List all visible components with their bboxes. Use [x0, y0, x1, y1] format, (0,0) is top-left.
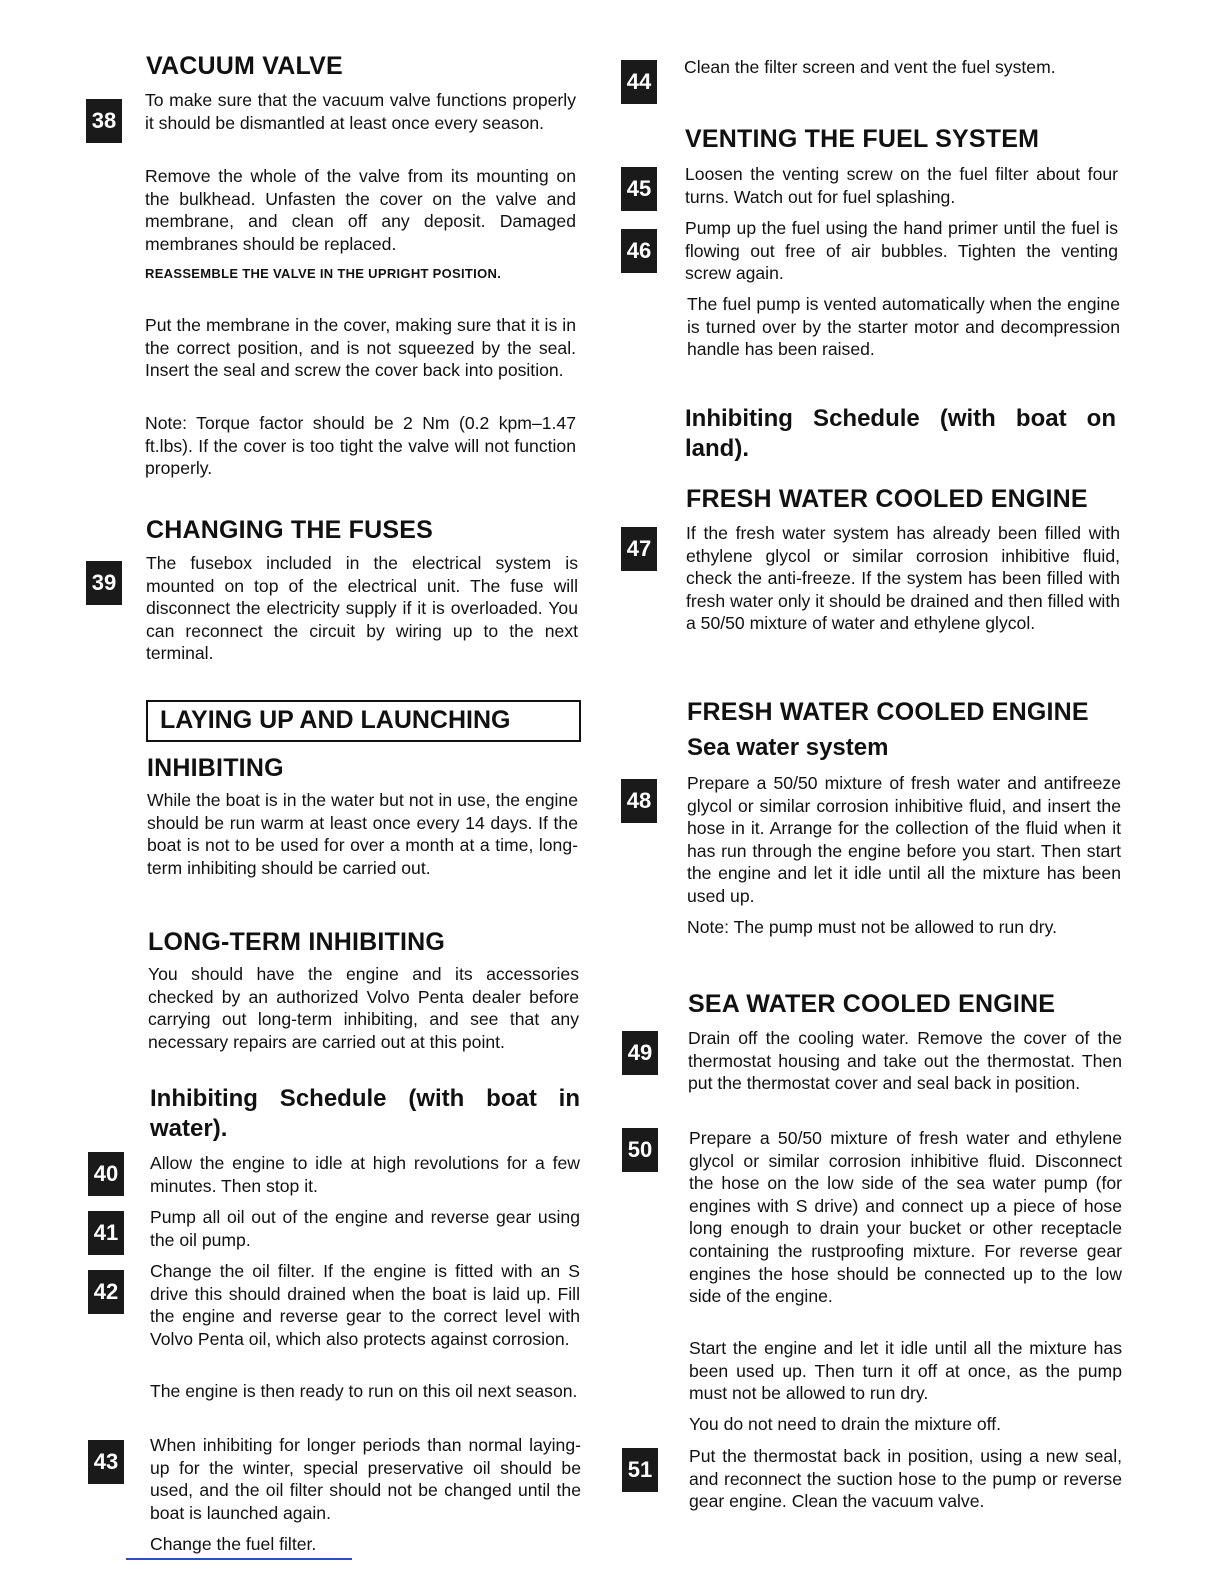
fresh-water-cooled-heading-1: FRESH WATER COOLED ENGINE — [686, 485, 1088, 513]
step-49-text: Drain off the cooling water. Remove the cover of the thermostat housing and take out the thermostat. Then put the thermostat cover and seal back in position. — [688, 1028, 1122, 1094]
step-badge-44: 44 — [621, 60, 657, 104]
sea-water-system-subheading: Sea water system — [687, 734, 889, 761]
no-drain-para: You do not need to drain the mixture off. — [689, 1414, 1002, 1434]
step-badge-42: 42 — [88, 1270, 124, 1314]
long-term-inhibiting-heading: LONG-TERM INHIBITING — [148, 928, 446, 956]
step-badge-40: 40 — [88, 1152, 124, 1196]
vacuum-valve-para-1: To make sure that the vacuum valve functions properly it should be dismantled at least once every season. — [145, 90, 576, 133]
step-44-text: Clean the filter screen and vent the fuel system. — [684, 57, 1056, 77]
footer-rule — [126, 1558, 352, 1560]
step-48-text: Prepare a 50/50 mixture of fresh water and antifreeze glycol or similar corrosion inhibitive fluid, and insert the hose in it. Arrange for the collection of the fluid when it has run through the engine before you start. Then start the engine and let it idle until all the mixture has been used up. — [687, 773, 1121, 906]
step-badge-38: 38 — [86, 99, 122, 143]
schedule-on-land-heading: Inhibiting Schedule (with boat on land). — [685, 405, 1116, 462]
step-badge-51: 51 — [622, 1448, 658, 1492]
step-50-text: Prepare a 50/50 mixture of fresh water and ethylene glycol or similar corrosion inhibitive fluid. Disconnect the hose on the low side of the sea water pump (for engines with S drive) and connect up a piece of hose long enough to drain your bucket or other receptacle containing the rustproofing mixture. For reverse gear engines the hose should be connected up to the low side of the engine. — [689, 1128, 1122, 1307]
step-42-text: Change the oil filter. If the engine is fitted with an S drive this should drained when the boat is laid up. Fill the engine and reverse gear to the correct level with Volvo Penta oil, which also protects against corrosion. — [150, 1261, 580, 1349]
changing-fuses-heading: CHANGING THE FUSES — [146, 516, 433, 544]
laying-up-section-title: LAYING UP AND LAUNCHING — [160, 706, 511, 734]
step-badge-48: 48 — [621, 779, 657, 823]
inhibiting-heading: INHIBITING — [147, 754, 284, 782]
inhibiting-para: While the boat is in the water but not in use, the engine should be run warm at least once every 14 days. If the boat is not to be used for over a month at a time, long-term inhibiting should be carried out. — [147, 790, 578, 878]
step-badge-47: 47 — [621, 527, 657, 571]
step-43-text: When inhibiting for longer periods than normal laying-up for the winter, special preservative oil should be used, and the oil filter should not be changed until the boat is launched again. — [150, 1435, 581, 1523]
step-badge-43: 43 — [88, 1440, 124, 1484]
step-47-text: If the fresh water system has already been filled with ethylene glycol or similar corrosion inhibitive fluid, check the anti-freeze. If the system has been filled with fresh water only it should be drained and then filled with a 50/50 mixture of water and ethylene glycol. — [686, 523, 1120, 634]
step-badge-49: 49 — [622, 1031, 658, 1075]
pump-dry-note: Note: The pump must not be allowed to run dry. — [687, 917, 1057, 937]
step-badge-46: 46 — [621, 229, 657, 273]
vacuum-valve-para-3: Put the membrane in the cover, making sure that it is in the correct position, and is not squeezed by the seal. Insert the seal and screw the cover back into position. — [145, 315, 576, 381]
vacuum-valve-heading: VACUUM VALVE — [146, 52, 343, 80]
vacuum-valve-torque-note: Note: Torque factor should be 2 Nm (0.2 kpm–1.47 ft.lbs). If the cover is too tight the valve will not function properly. — [145, 413, 576, 479]
long-term-inhibiting-para: You should have the engine and its accessories checked by an authorized Volvo Penta dealer before carrying out long-term inhibiting, and see that any necessary repairs are carried out at this point. — [148, 964, 579, 1052]
step-41-text: Pump all oil out of the engine and reverse gear using the oil pump. — [150, 1207, 580, 1250]
step-45-text: Loosen the venting screw on the fuel filter about four turns. Watch out for fuel splashing. — [685, 164, 1118, 207]
laying-up-section-box — [146, 700, 581, 742]
changing-fuses-para: The fusebox included in the electrical system is mounted on top of the electrical unit. The fuse will disconnect the electricity supply if it is overloaded. You can reconnect the circuit by wiring up to the next terminal. — [146, 553, 578, 664]
step-42-followup: The engine is then ready to run on this oil next season. — [150, 1381, 578, 1401]
step-51-text: Put the thermostat back in position, using a new seal, and reconnect the suction hose to the pump or reverse gear engine. Clean the vacuum valve. — [689, 1446, 1122, 1512]
schedule-in-water-heading: Inhibiting Schedule (with boat in water). — [150, 1085, 580, 1142]
step-badge-45: 45 — [621, 167, 657, 211]
step-46-text: Pump up the fuel using the hand primer until the fuel is flowing out free of air bubbles. Tighten the venting screw again. — [685, 218, 1118, 284]
fresh-water-cooled-heading-2: FRESH WATER COOLED ENGINE — [687, 698, 1089, 726]
step-badge-41: 41 — [88, 1211, 124, 1255]
vacuum-valve-para-2: Remove the whole of the valve from its mounting on the bulkhead. Unfasten the cover on the valve and membrane, and clean off any deposit. Damaged membranes should be replaced. — [145, 166, 576, 254]
step-badge-50: 50 — [622, 1128, 658, 1172]
fuel-pump-vent-para: The fuel pump is vented automatically when the engine is turned over by the starter motor and decompression handle has been raised. — [687, 294, 1120, 360]
sea-water-cooled-heading: SEA WATER COOLED ENGINE — [688, 990, 1056, 1018]
vacuum-valve-caps-note: REASSEMBLE THE VALVE IN THE UPRIGHT POSITION. — [145, 266, 502, 281]
venting-fuel-system-heading: VENTING THE FUEL SYSTEM — [685, 125, 1040, 153]
step-badge-39: 39 — [86, 561, 122, 605]
start-engine-para: Start the engine and let it idle until all the mixture has been used up. Then turn it off at once, as the pump must not be allowed to run dry. — [689, 1338, 1122, 1404]
step-40-text: Allow the engine to idle at high revolutions for a few minutes. Then stop it. — [150, 1153, 580, 1196]
step-43-followup: Change the fuel filter. — [150, 1534, 317, 1554]
